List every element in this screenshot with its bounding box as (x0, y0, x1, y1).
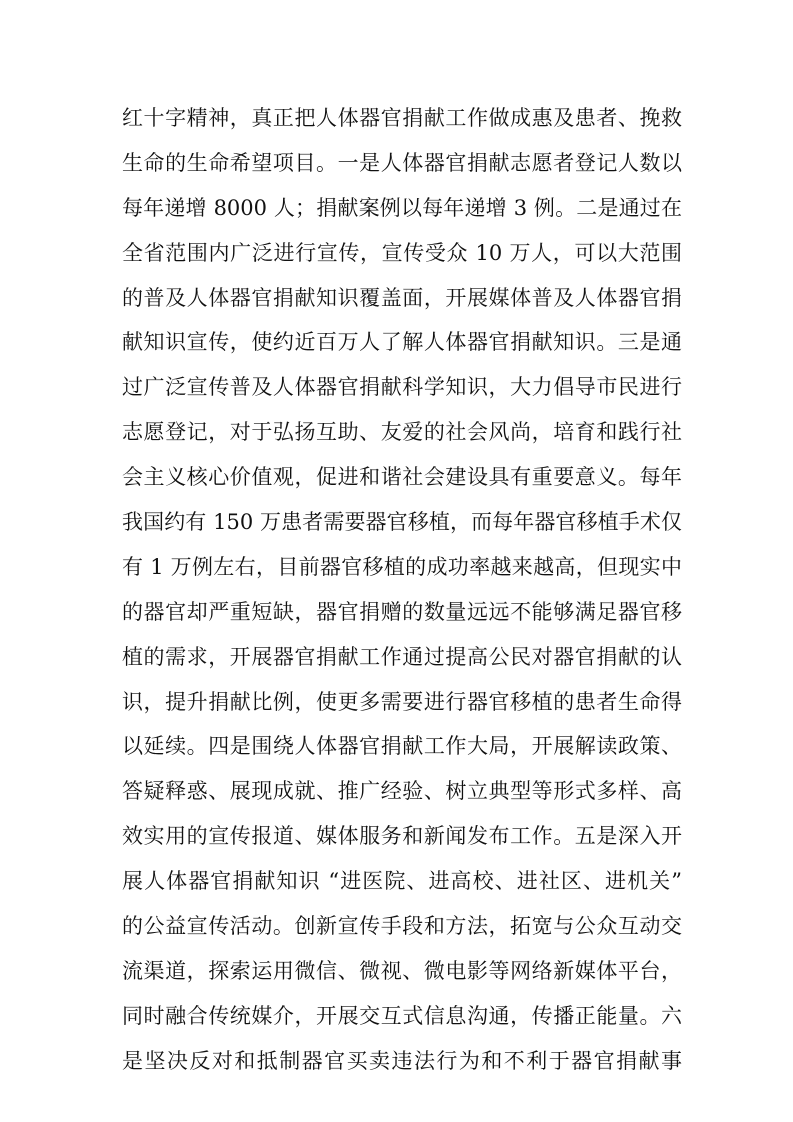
text-line: 志愿登记，对于弘扬互助、友爱的社会风尚，培育和践行社 (122, 420, 682, 445)
text-line: 效实用的宣传报道、媒体服务和新闻发布工作。五是深入开 (122, 824, 682, 849)
text-line: 我国约有 150 万患者需要器官移植，而每年器官移植手术仅 (122, 510, 682, 535)
text-line: 每年递增 8000 人；捐献案例以每年递增 3 例。二是通过在 (122, 195, 682, 220)
text-line: 流渠道，探索运用微信、微视、微电影等网络新媒体平台， (122, 958, 682, 983)
text-line: 全省范围内广泛进行宣传，宣传受众 10 万人，可以大范围 (122, 240, 682, 265)
text-line: 会主义核心价值观，促进和谐社会建设具有重要意义。每年 (122, 465, 682, 490)
text-line: 答疑释惑、展现成就、推广经验、树立典型等形式多样、高 (122, 779, 682, 804)
text-line: 的公益宣传活动。创新宣传手段和方法，拓宽与公众互动交 (122, 914, 682, 939)
text-line: 过广泛宣传普及人体器官捐献科学知识，大力倡导市民进行 (122, 375, 682, 400)
text-line: 的普及人体器官捐献知识覆盖面，开展媒体普及人体器官捐 (122, 285, 682, 310)
text-line: 展人体器官捐献知识 “进医院、进高校、进社区、进机关” (122, 869, 682, 894)
text-line: 识，提升捐献比例，使更多需要进行器官移植的患者生命得 (122, 689, 682, 714)
text-line: 以延续。四是围绕人体器官捐献工作大局，开展解读政策、 (122, 734, 682, 759)
text-line: 是坚决反对和抵制器官买卖违法行为和不利于器官捐献事 (122, 1048, 682, 1073)
text-line: 的器官却严重短缺，器官捐赠的数量远远不能够满足器官移 (122, 599, 682, 624)
body-paragraph (122, 96, 682, 1084)
text-line: 有 1 万例左右，目前器官移植的成功率越来越高，但现实中 (122, 554, 682, 579)
text-line: 红十字精神，真正把人体器官捐献工作做成惠及患者、挽救 (122, 106, 682, 130)
text-line: 生命的生命希望项目。一是人体器官捐献志愿者登记人数以 (122, 150, 682, 175)
text-line: 植的需求，开展器官捐献工作通过提高公民对器官捐献的认 (122, 644, 682, 669)
text-line: 献知识宣传，使约近百万人了解人体器官捐献知识。三是通 (122, 330, 682, 355)
text-line: 同时融合传统媒介，开展交互式信息沟通，传播正能量。六 (122, 1003, 682, 1028)
